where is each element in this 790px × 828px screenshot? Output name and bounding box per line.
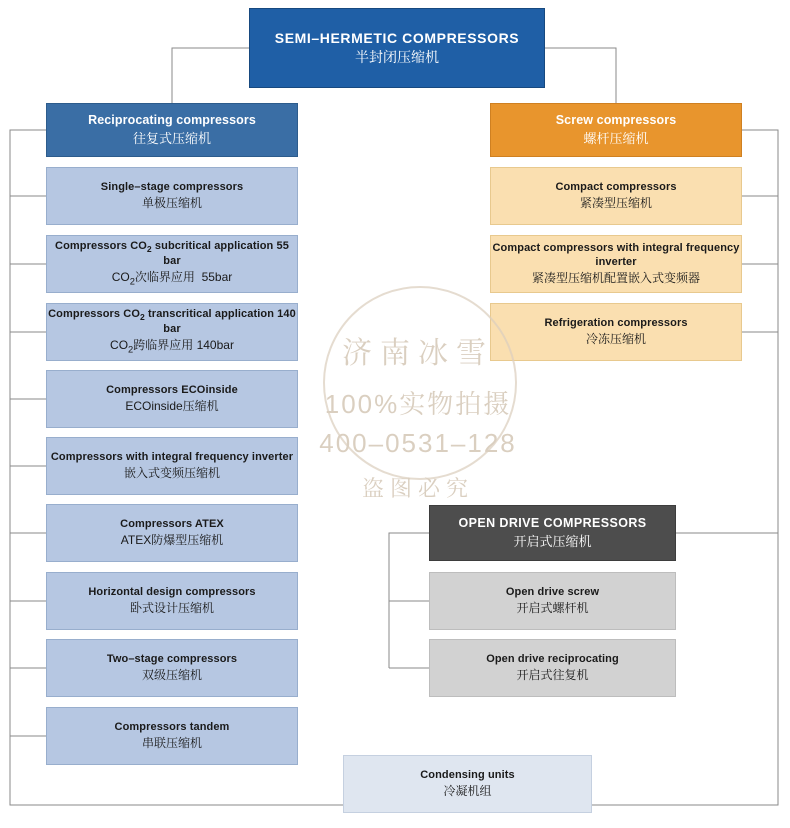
root-label-cn: 半封闭压缩机 [355,49,439,65]
node-compressors-tandem[interactable] [46,707,298,765]
node-label-cn: 双级压缩机 [141,668,202,683]
node-label-en: Compressors ECOinside [106,383,238,396]
node-label-en: Horizontal design compressors [88,585,256,598]
node-two-stage-compressors[interactable] [46,639,298,697]
node-label-cn: $CO_2$次临界应用 55bar [111,270,233,287]
node-compact-compressors[interactable] [490,167,742,225]
node-label-cn: ECOinside压缩机 [125,399,219,414]
node-compressors-atex[interactable] [46,504,298,562]
node-label-en: Open drive reciprocating [486,652,619,665]
watermark-line-2: 100%实物拍摄 [324,389,512,419]
node-label-cn: 嵌入式变频压缩机 [123,466,220,481]
node-horizontal-design-compressors[interactable] [46,572,298,630]
watermark-circle [323,286,517,480]
node-label-en: Compact compressors [555,180,677,193]
node-open-drive-screw[interactable] [429,572,676,630]
node-condensing-units[interactable] [343,755,592,813]
node-label-en: Two–stage compressors [106,652,238,665]
watermark-line-1: 济南冰雪 [342,337,494,370]
node-label-en: Condensing units [420,768,515,781]
node-label-cn: 冷冻压缩机 [585,332,646,347]
node-label-cn: 开启式螺杆机 [516,601,589,616]
branch-header-label-cn: 开启式压缩机 [513,533,592,549]
node-label-cn: ATEX防爆型压缩机 [120,533,224,548]
node-compact-compressors-integral-frequency-inverter[interactable] [490,235,742,293]
root-node-semi-hermetic-compressors[interactable] [249,8,545,88]
node-label-en: Compressors tandem [114,720,230,733]
node-label-cn: 串联压缩机 [141,736,202,751]
node-label-cn: 紧凑型压缩机配置嵌入式变频器 [531,271,700,286]
node-label-en: Open drive screw [505,585,600,598]
node-label-en: Compressors $CO_2$ subcritical application 55 bar [55,239,289,267]
node-label-en: Single–stage compressors [100,180,244,193]
node-label-cn: 卧式设计压缩机 [129,601,214,616]
branch-header-label-cn: 往复式压缩机 [132,130,211,146]
watermark-line-3: 400–0531–128 [319,428,517,458]
branch-header-label-cn: 螺杆压缩机 [583,130,649,146]
branch-header-label-en: Screw compressors [555,113,677,128]
node-compressors-co2-transcritical[interactable] [46,303,298,361]
node-label-cn: 紧凑型压缩机 [579,196,652,211]
node-refrigeration-compressors[interactable] [490,303,742,361]
node-label-en: Compressors ATEX [120,517,224,530]
branch-header-label-en: OPEN DRIVE COMPRESSORS [458,516,647,531]
node-label-en: Refrigeration compressors [544,316,688,329]
node-compressors-integral-frequency-inverter[interactable] [46,437,298,495]
node-label-en: Compressors with integral frequency inverter [50,450,294,463]
branch-header-screw-compressors[interactable] [490,103,742,157]
node-label-cn: $CO_2$跨临界应用 140bar [110,338,234,355]
node-single-stage-compressors[interactable] [46,167,298,225]
node-label-cn: 开启式往复机 [516,668,589,683]
branch-header-reciprocating-compressors[interactable] [46,103,298,157]
watermark-line-4: 盗图必究 [361,476,474,501]
node-open-drive-reciprocating[interactable] [429,639,676,697]
node-label-cn: 单极压缩机 [141,196,202,211]
node-label-cn: 冷凝机组 [443,784,492,799]
node-compressors-co2-subcritical[interactable] [46,235,298,293]
branch-header-open-drive-compressors[interactable] [429,505,676,561]
node-label-en: Compact compressors with integral frequency inverter [492,241,740,268]
node-label-en: Compressors $CO_2$ transcritical application 140 bar [48,307,296,335]
node-compressors-ecoinside[interactable] [46,370,298,428]
branch-header-label-en: Reciprocating compressors [88,113,256,128]
root-label-en: SEMI–HERMETIC COMPRESSORS [274,29,520,46]
